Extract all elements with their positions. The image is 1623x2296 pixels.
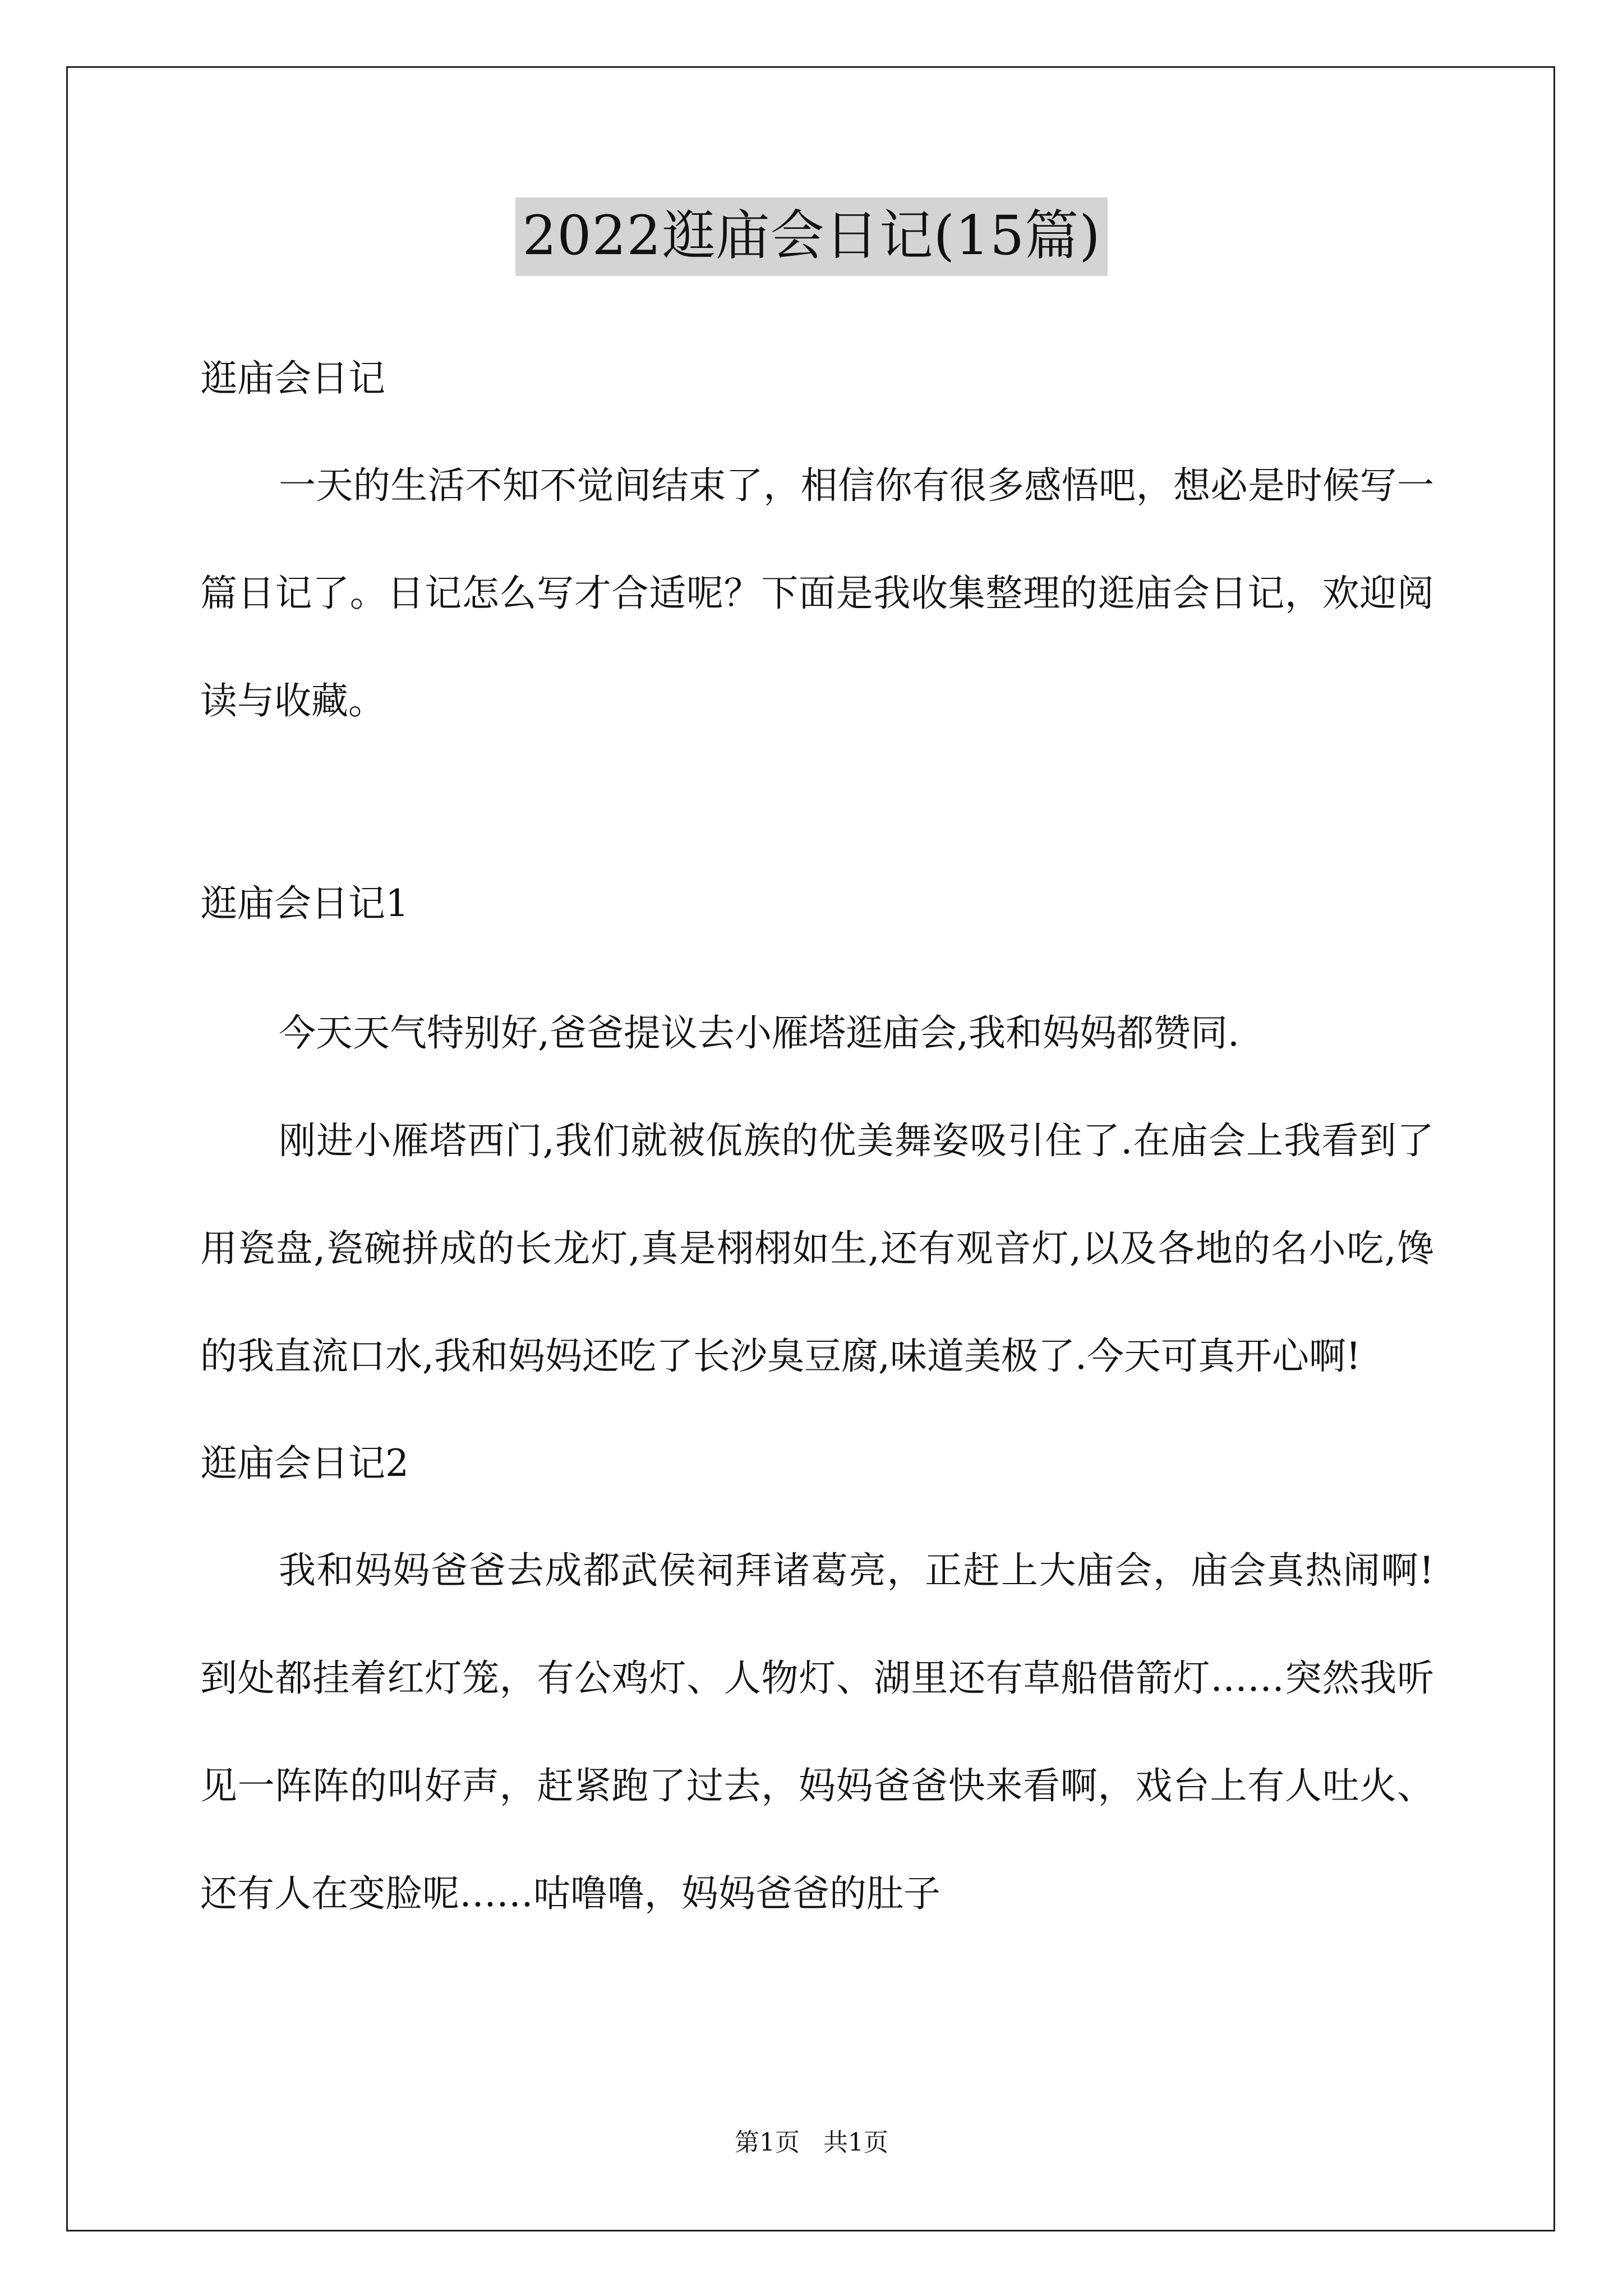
section-heading: 逛庙会日记2 xyxy=(200,1442,409,1485)
document-body xyxy=(200,320,1434,1948)
section-paragraph: 我和妈妈爸爸去成都武侯祠拜诸葛亮，正赶上大庙会，庙会真热闹啊!到处都挂着红灯笼，有公鸡灯、人物灯、湖里还有草船借箭灯……突然我听见一阵阵的叫好声，赶紧跑了过去，妈妈爸爸快来看啊，戏台上有人吐火、还有人在变脸呢……咕噜噜，妈妈爸爸的肚子 xyxy=(200,1549,1434,1915)
page-total: 共1页 xyxy=(823,2128,888,2157)
page-footer xyxy=(0,2126,1623,2160)
section-paragraph: 今天天气特别好,爸爸提议去小雁塔逛庙会,我和妈妈都赞同. xyxy=(279,1011,1239,1055)
title-container xyxy=(0,197,1623,276)
section-paragraph: 刚进小雁塔西门,我们就被佤族的优美舞姿吸引住了.在庙会上我看到了用瓷盘,瓷碗拼成的长龙灯,真是栩栩如生,还有观音灯,以及各地的名小吃,馋的我直流口水,我和妈妈还吃了长沙臭豆腐,味道美极了.今天可真开心啊! xyxy=(200,1119,1434,1378)
section-heading: 逛庙会日记1 xyxy=(200,882,409,925)
intro-paragraph: 一天的生活不知不觉间结束了，相信你有很多感悟吧，想必是时候写一篇日记了。日记怎么写才合适呢？下面是我收集整理的逛庙会日记，欢迎阅读与收藏。 xyxy=(200,464,1434,723)
page-number: 第1页 xyxy=(735,2128,800,2157)
intro-heading: 逛庙会日记 xyxy=(200,357,385,400)
document-title: 2022逛庙会日记(15篇) xyxy=(515,197,1107,276)
